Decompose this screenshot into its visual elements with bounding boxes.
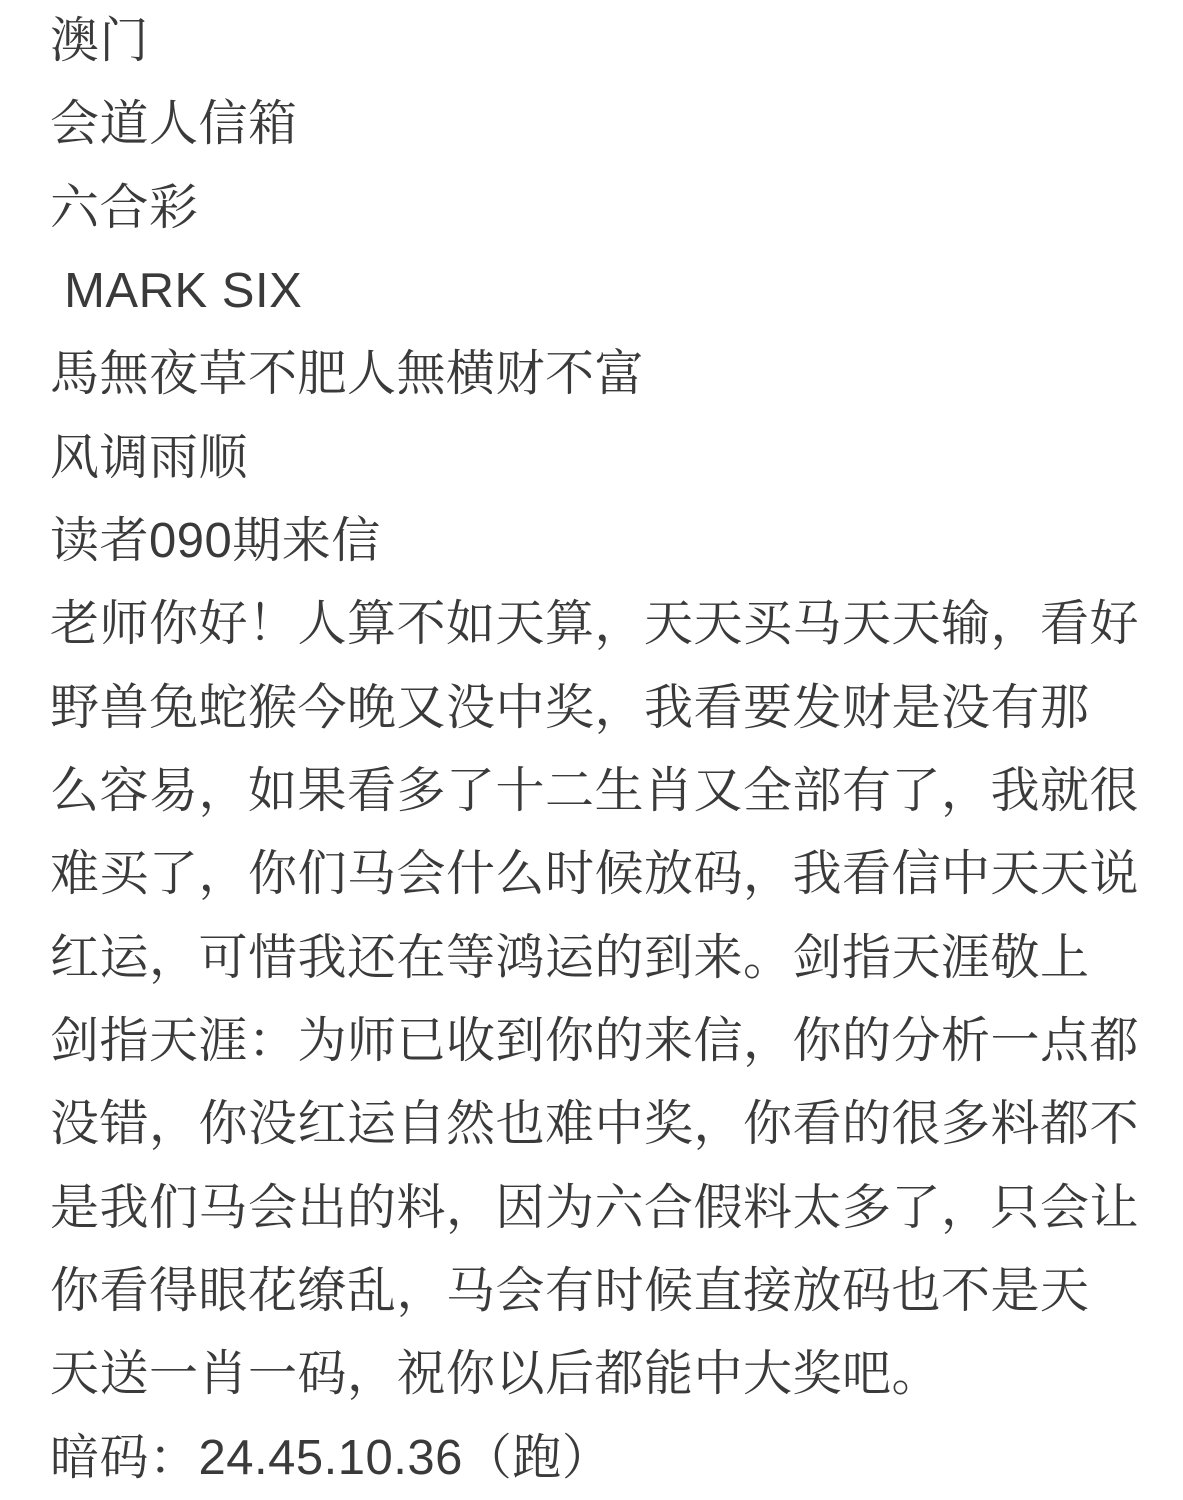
blessing-line: 风调雨顺 xyxy=(50,430,249,485)
lottery-name-en: MARK SIX xyxy=(50,263,303,318)
master-reply-line-1: 剑指天涯：为师已收到你的来信，你的分析一点都 xyxy=(50,1013,1140,1068)
master-reply-line-4: 你看得眼花缭乱，马会有时候直接放码也不是天 xyxy=(50,1263,1090,1318)
region-title: 澳门 xyxy=(50,14,150,68)
reader-letter-line-2: 野兽兔蛇猴今晚又没中奖，我看要发财是没有那 xyxy=(50,680,1090,735)
reader-letter-line-1: 老师你好！人算不如天算，天天买马天天输，看好 xyxy=(50,597,1140,652)
secret-code-line: 暗码：24.45.10.36（跑） xyxy=(50,1430,612,1485)
issue-heading: 读者090期来信 xyxy=(50,513,381,568)
master-reply-line-3: 是我们马会出的料，因为六合假料太多了，只会让 xyxy=(50,1180,1140,1235)
master-reply-line-2: 没错，你没红运自然也难中奖，你看的很多料都不 xyxy=(50,1097,1140,1152)
column-title: 会道人信箱 xyxy=(50,97,298,152)
reader-letter-line-5: 红运，可惜我还在等鸿运的到来。剑指天涯敬上 xyxy=(50,930,1090,985)
master-reply-line-5: 天送一肖一码，祝你以后都能中大奖吧。 xyxy=(50,1347,942,1402)
reader-letter-line-4: 难买了，你们马会什么时候放码，我看信中天天说 xyxy=(50,847,1140,902)
lottery-name-cn: 六合彩 xyxy=(50,180,199,235)
proverb-line: 馬無夜草不肥人無横财不富 xyxy=(50,347,645,402)
reader-letter-line-3: 么容易，如果看多了十二生肖又全部有了，我就很 xyxy=(50,763,1140,818)
